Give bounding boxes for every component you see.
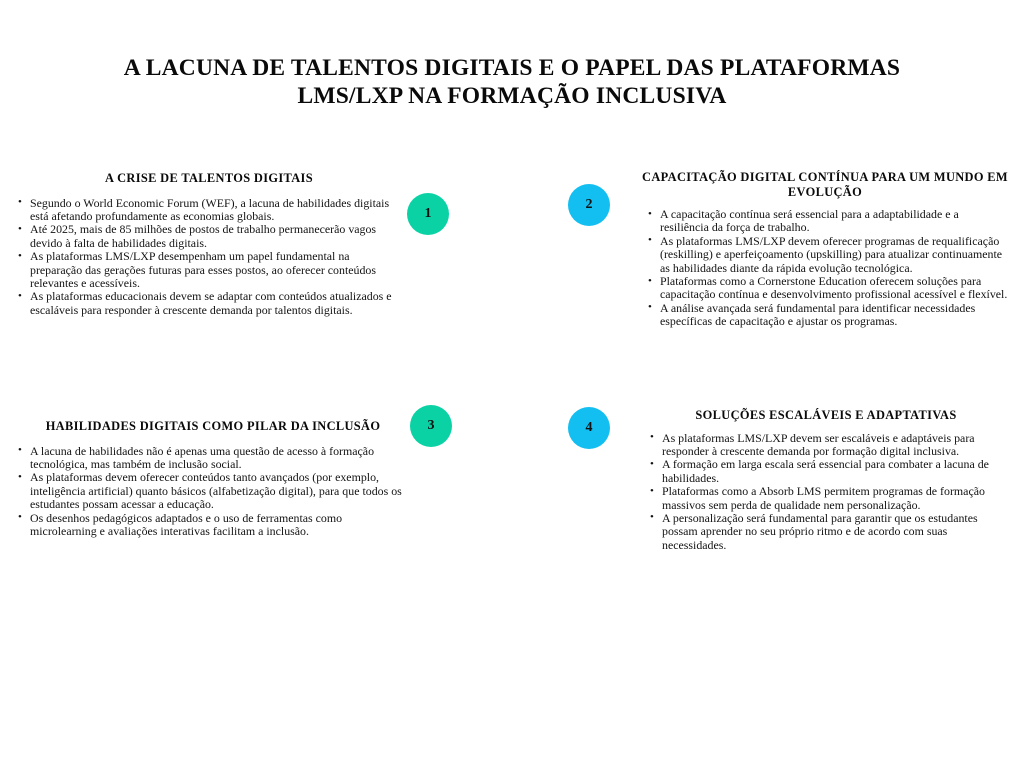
list-item: • Segundo o World Economic Forum (WEF), a lacuna de habilidades digitais está afetando profundamente as economias globais. (14, 197, 402, 224)
list-item: • Plataformas como a Cornerstone Education oferecem soluções para capacitação contínua e desenvolvimento profissional acessível e flexível. (644, 275, 1010, 302)
list-item: • As plataformas LMS/LXP desempenham um papel fundamental na preparação das gerações futuras para esses postos, ao oferecer conteúdos relevantes e acessíveis. (14, 250, 402, 290)
step-number-badge-1: 1 (407, 193, 449, 235)
section-1 (14, 171, 404, 317)
step-number-badge-4: 4 (568, 407, 610, 449)
list-item: • As plataformas LMS/LXP devem oferecer programas de requalificação (reskilling) e aperfeiçoamento (upskilling) para atualizar continuamente as habilidades diante da rápida evolução tecnológica. (644, 235, 1010, 275)
page-title: A LACUNA DE TALENTOS DIGITAIS E O PAPEL DAS PLATAFORMAS LMS/LXP NA FORMAÇÃO INCLUSIVA (123, 54, 901, 109)
step-number-badge-3: 3 (410, 405, 452, 447)
list-item: • A análise avançada será fundamental para identificar necessidades específicas de capacitação e ajustar os programas. (644, 302, 1010, 329)
section-1-heading: A CRISE DE TALENTOS DIGITAIS (105, 171, 313, 185)
list-item: • A capacitação contínua será essencial para a adaptabilidade e a resiliência da força de trabalho. (644, 208, 1010, 235)
list-item: • As plataformas devem oferecer conteúdos tanto avançados (por exemplo, inteligência artificial) quanto básicos (alfabetização digital), para que todos os estudantes possam acessar a educação. (14, 471, 410, 511)
list-item: • A lacuna de habilidades não é apenas uma questão de acesso à formação tecnológica, mas também de inclusão social. (14, 445, 410, 472)
step-number-badge-2: 2 (568, 184, 610, 226)
list-item: • As plataformas educacionais devem se adaptar com conteúdos atualizados e escaláveis para responder à crescente demanda por talentos digitais. (14, 290, 402, 317)
section-1-bullet-list (14, 197, 402, 318)
list-item: • A formação em larga escala será essencial para combater a lacuna de habilidades. (646, 458, 1014, 485)
section-2 (638, 170, 1012, 329)
list-item: • Plataformas como a Absorb LMS permitem programas de formação massivos sem perda de qualidade nem personalização. (646, 485, 1014, 512)
section-2-heading: CAPACITAÇÃO DIGITAL CONTÍNUA PARA UM MUNDO EM EVOLUÇÃO (642, 170, 1008, 199)
section-4 (638, 408, 1014, 552)
list-item: • As plataformas LMS/LXP devem ser escaláveis e adaptáveis para responder à crescente demanda por formação digital inclusiva. (646, 432, 1014, 459)
section-3-bullet-list (14, 445, 410, 539)
list-item: • Até 2025, mais de 85 milhões de postos de trabalho permanecerão vagos devido à falta de habilidades digitais. (14, 223, 402, 250)
list-item: • A personalização será fundamental para garantir que os estudantes possam aprender no seu próprio ritmo e de acordo com suas necessidades. (646, 512, 1014, 552)
section-2-bullet-list (644, 208, 1010, 329)
section-3 (14, 419, 412, 538)
section-4-heading: SOLUÇÕES ESCALÁVEIS E ADAPTATIVAS (695, 408, 957, 422)
section-3-heading: HABILIDADES DIGITAIS COMO PILAR DA INCLUSÃO (45, 419, 381, 433)
section-4-bullet-list (646, 432, 1014, 553)
list-item: • Os desenhos pedagógicos adaptados e o uso de ferramentas como microlearning e avaliações interativas facilitam a inclusão. (14, 512, 410, 539)
